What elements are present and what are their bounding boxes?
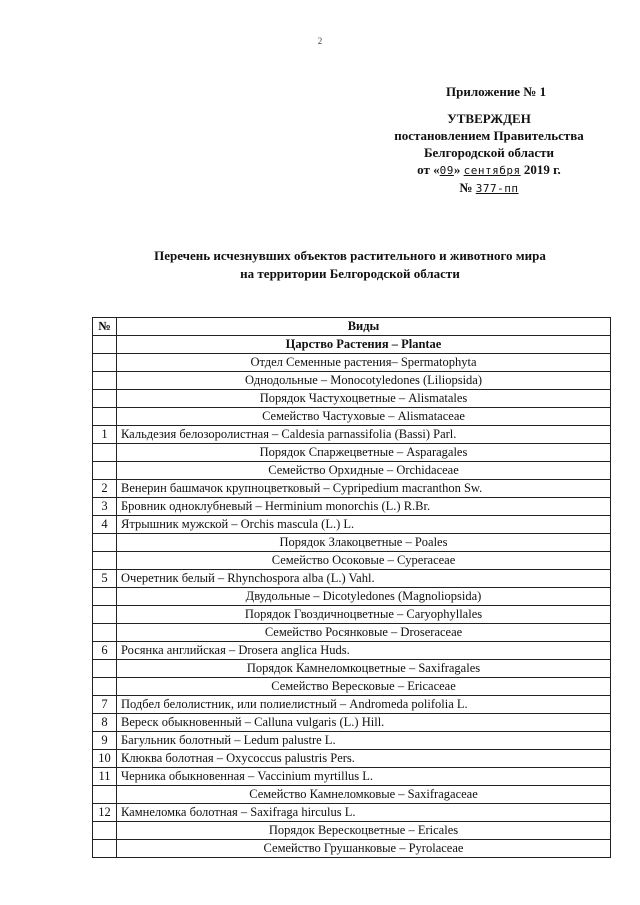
species-name: Клюква болотная – Oxycoccus palustris Pers. <box>117 750 611 768</box>
row-number <box>93 606 117 624</box>
row-number: 11 <box>93 768 117 786</box>
approval-block <box>370 110 608 197</box>
table-row <box>93 750 611 768</box>
row-number <box>93 408 117 426</box>
taxon-heading: Порядок Камнеломкоцветные – Saxifragales <box>117 660 611 678</box>
date-year: 2019 г. <box>523 162 561 177</box>
table-row <box>93 462 611 480</box>
table-row <box>93 732 611 750</box>
number-value: 377-пп <box>475 182 519 195</box>
taxon-heading: Семейство Камнеломковые – Saxifragaceae <box>117 786 611 804</box>
taxon-heading: Однодольные – Monocotyledones (Liliopsida) <box>117 372 611 390</box>
date-month: сентября <box>463 164 521 177</box>
species-name: Очеретник белый – Rhynchospora alba (L.) Vahl. <box>117 570 611 588</box>
species-table <box>92 317 611 858</box>
row-number <box>93 534 117 552</box>
approval-date <box>370 161 608 179</box>
taxon-heading: Семейство Осоковые – Cyperaceae <box>117 552 611 570</box>
species-name: Черника обыкновенная – Vaccinium myrtillus L. <box>117 768 611 786</box>
document-title <box>120 247 580 283</box>
row-number: 7 <box>93 696 117 714</box>
row-number <box>93 786 117 804</box>
table-row <box>93 642 611 660</box>
appendix-label: Приложение № 1 <box>446 84 547 99</box>
number-prefix: № <box>459 180 473 195</box>
table-header-row <box>93 318 611 336</box>
row-number: 8 <box>93 714 117 732</box>
title-line-1: Перечень исчезнувших объектов растительного и животного мира <box>154 248 546 263</box>
taxon-heading: Порядок Верескоцветные – Ericales <box>117 822 611 840</box>
approval-number <box>370 179 608 197</box>
taxon-heading: Семейство Вересковые – Ericaceae <box>117 678 611 696</box>
page-number: 2 <box>317 36 323 46</box>
table-row <box>93 552 611 570</box>
taxon-heading: Порядок Частухоцветные – Alismatales <box>117 390 611 408</box>
table-row <box>93 696 611 714</box>
table-row <box>93 606 611 624</box>
table-row <box>93 354 611 372</box>
row-number <box>93 444 117 462</box>
table-row <box>93 390 611 408</box>
species-name: Вереск обыкновенный – Calluna vulgaris (L.) Hill. <box>117 714 611 732</box>
table-row <box>93 678 611 696</box>
table-row <box>93 408 611 426</box>
row-number: 9 <box>93 732 117 750</box>
header-species: Виды <box>117 318 611 336</box>
species-name: Камнеломка болотная – Saxifraga hirculus L. <box>117 804 611 822</box>
row-number <box>93 624 117 642</box>
table-row <box>93 336 611 354</box>
taxon-heading: Семейство Частуховые – Alismataceae <box>117 408 611 426</box>
row-number <box>93 336 117 354</box>
row-number: 1 <box>93 426 117 444</box>
row-number: 6 <box>93 642 117 660</box>
species-name: Венерин башмачок крупноцветковый – Cypripedium macranthon Sw. <box>117 480 611 498</box>
table-row <box>93 534 611 552</box>
table-row <box>93 480 611 498</box>
table-row <box>93 372 611 390</box>
table-body <box>93 336 611 858</box>
row-number <box>93 462 117 480</box>
header-number: № <box>93 318 117 336</box>
species-name: Ятрышник мужской – Orchis mascula (L.) L. <box>117 516 611 534</box>
taxon-heading: Порядок Гвоздичноцветные – Caryophyllales <box>117 606 611 624</box>
row-number: 3 <box>93 498 117 516</box>
row-number <box>93 588 117 606</box>
table-row <box>93 498 611 516</box>
taxon-heading: Отдел Семенные растения– Spermatophyta <box>117 354 611 372</box>
row-number <box>93 354 117 372</box>
approval-line-1: постановлением Правительства <box>394 128 584 143</box>
date-prefix: от « <box>417 162 440 177</box>
table-row <box>93 714 611 732</box>
taxon-heading: Порядок Спаржецветные – Asparagales <box>117 444 611 462</box>
date-mid: » <box>453 162 461 177</box>
table-row <box>93 822 611 840</box>
table-row <box>93 588 611 606</box>
row-number: 5 <box>93 570 117 588</box>
row-number: 2 <box>93 480 117 498</box>
table-row <box>93 624 611 642</box>
table-row <box>93 660 611 678</box>
table-row <box>93 570 611 588</box>
row-number <box>93 552 117 570</box>
species-name: Кальдезия белозоролистная – Caldesia parnassifolia (Bassi) Parl. <box>117 426 611 444</box>
taxon-heading: Семейство Росянковые – Droseraceae <box>117 624 611 642</box>
taxon-heading: Порядок Злакоцветные – Poales <box>117 534 611 552</box>
row-number <box>93 660 117 678</box>
table-row <box>93 444 611 462</box>
row-number: 10 <box>93 750 117 768</box>
approval-line-2: Белгородской области <box>423 145 555 160</box>
title-line-2: на территории Белгородской области <box>240 266 460 281</box>
table-row <box>93 516 611 534</box>
row-number <box>93 372 117 390</box>
table-row <box>93 786 611 804</box>
species-name: Багульник болотный – Ledum palustre L. <box>117 732 611 750</box>
row-number <box>93 678 117 696</box>
table-row <box>93 840 611 858</box>
species-name: Подбел белолистник, или полиелистный – Andromeda polifolia L. <box>117 696 611 714</box>
row-number: 4 <box>93 516 117 534</box>
taxon-heading: Семейство Грушанковые – Pyrolaceae <box>117 840 611 858</box>
table-row <box>93 804 611 822</box>
row-number <box>93 822 117 840</box>
taxon-heading: Двудольные – Dicotyledones (Magnoliopsida) <box>117 588 611 606</box>
row-number <box>93 390 117 408</box>
table-row <box>93 768 611 786</box>
taxon-heading: Царство Растения – Plantae <box>117 336 611 354</box>
row-number: 12 <box>93 804 117 822</box>
table-row <box>93 426 611 444</box>
approval-heading: УТВЕРЖДЕН <box>447 111 531 126</box>
species-name: Бровник одноклубневый – Herminium monorchis (L.) R.Br. <box>117 498 611 516</box>
row-number <box>93 840 117 858</box>
taxon-heading: Семейство Орхидные – Orchidaceae <box>117 462 611 480</box>
date-day: 09 <box>439 164 454 177</box>
species-name: Росянка английская – Drosera anglica Huds. <box>117 642 611 660</box>
